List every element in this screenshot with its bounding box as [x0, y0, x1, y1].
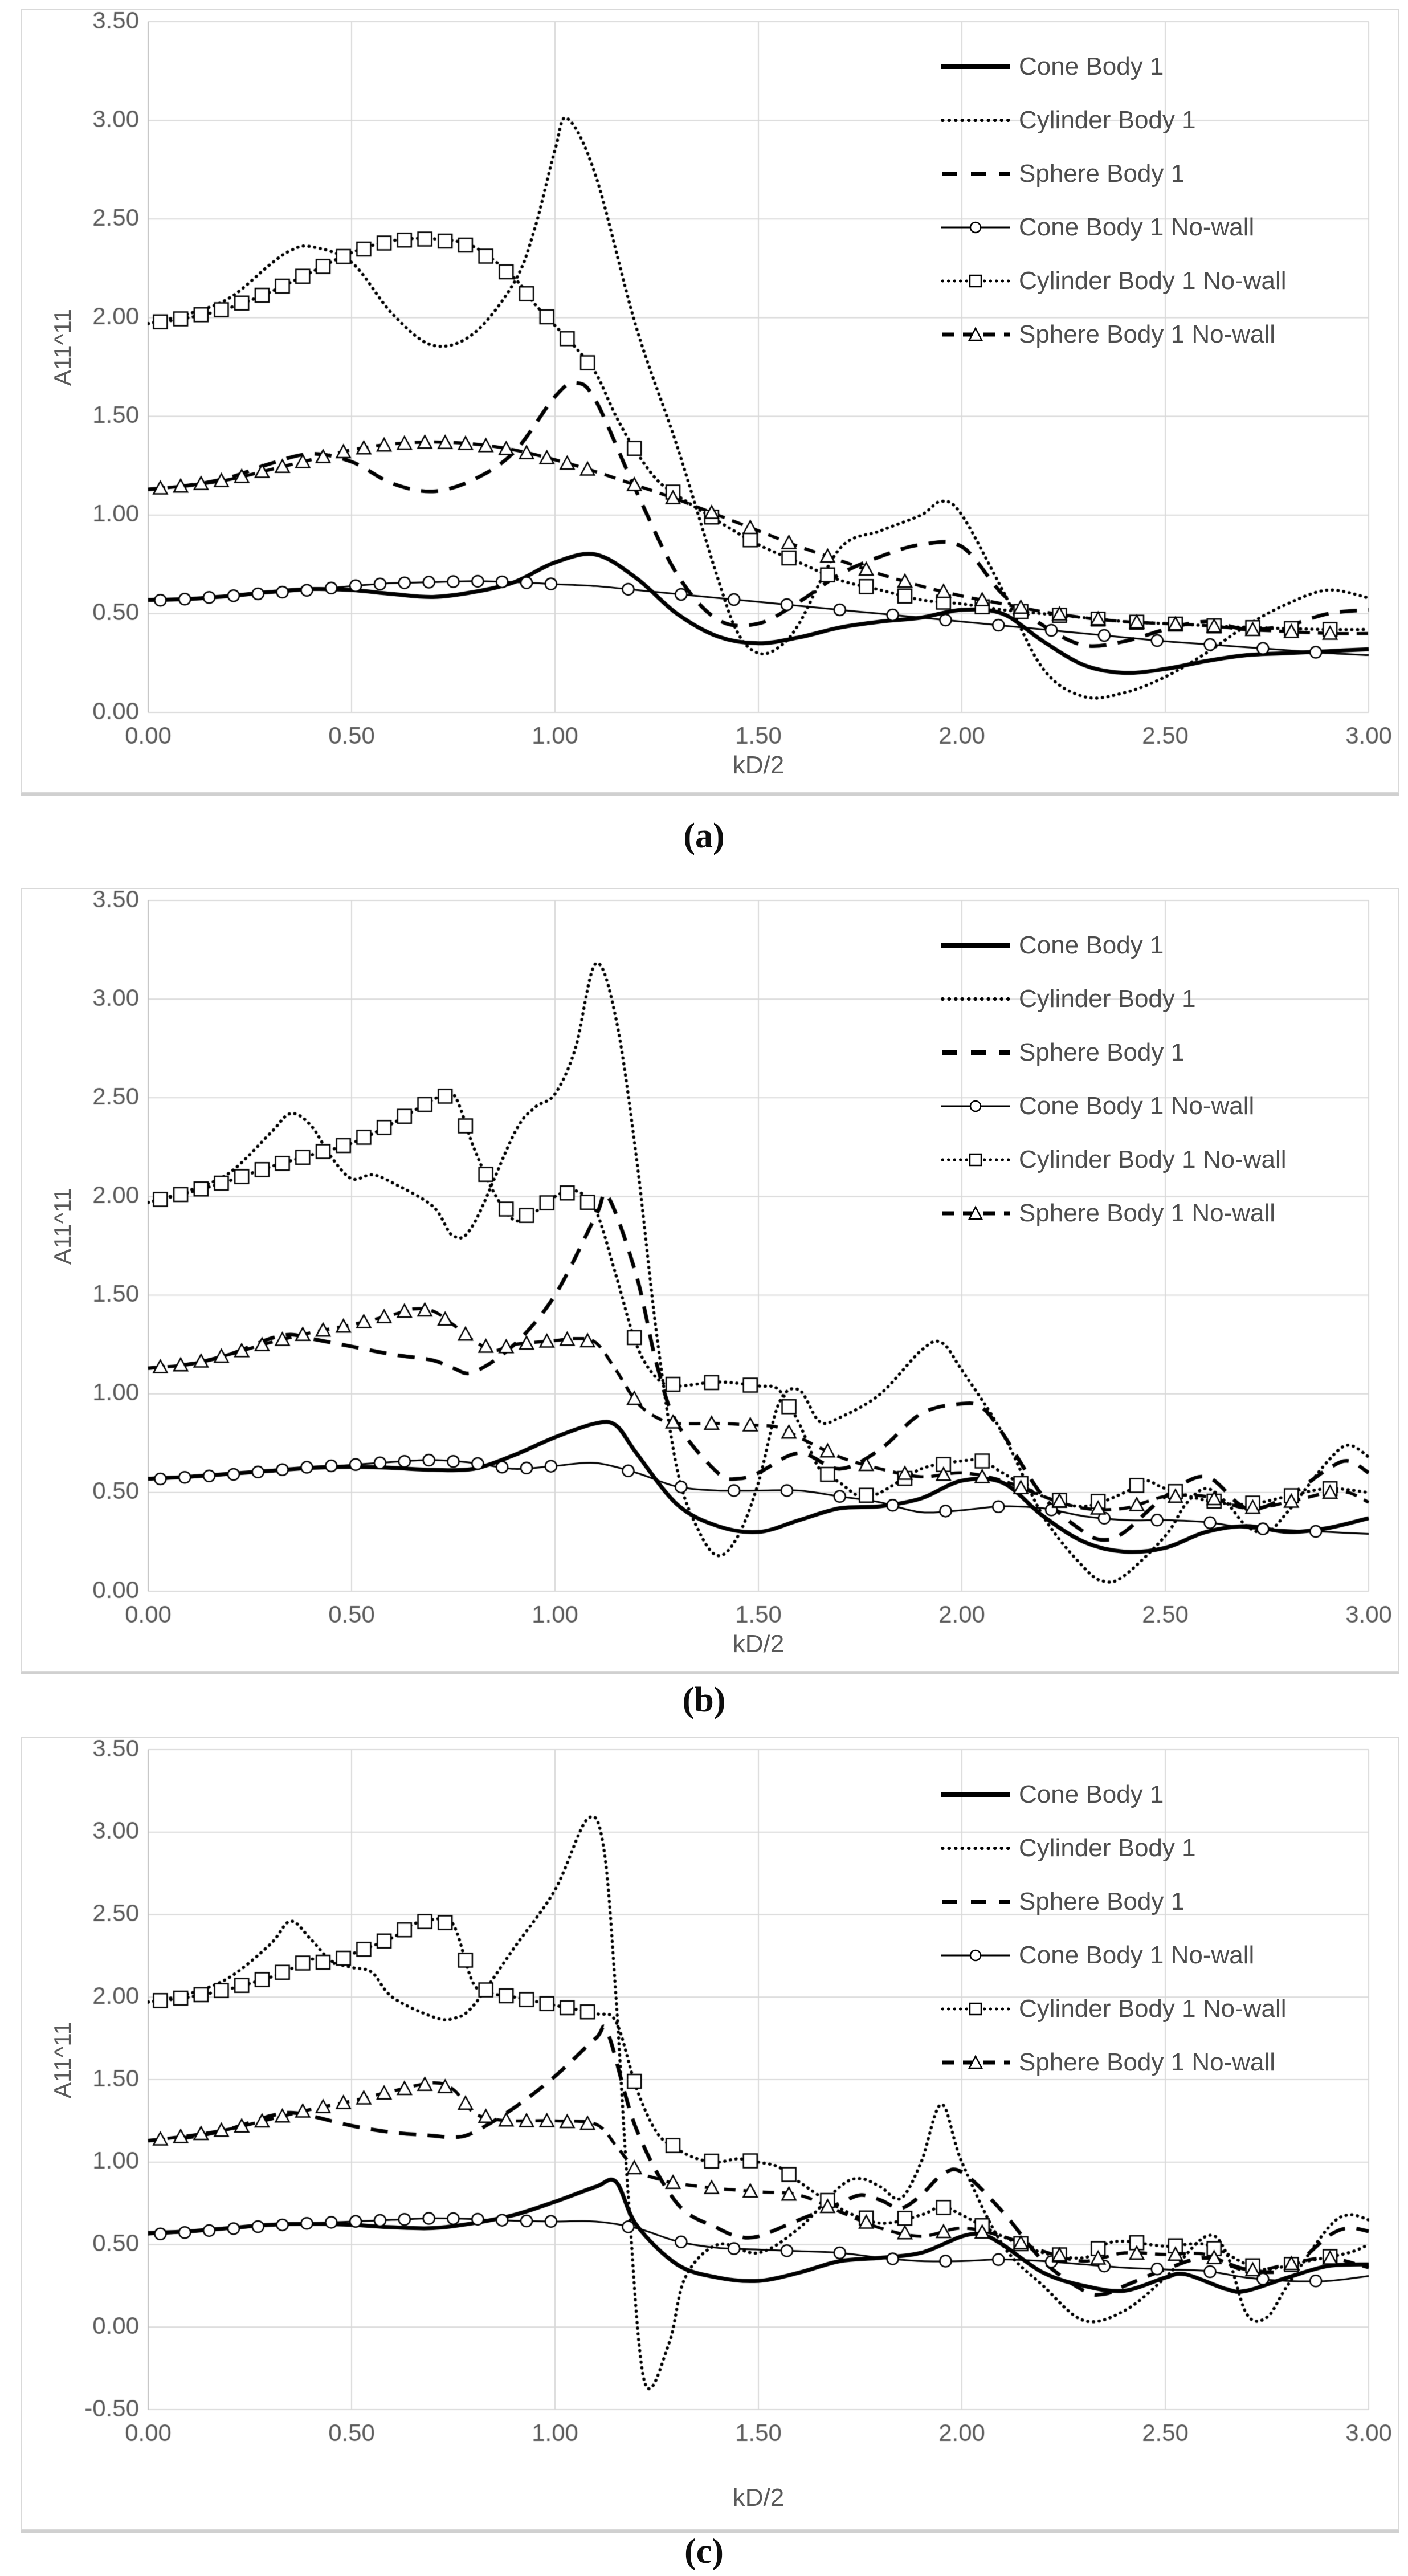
legend-line-dotted-icon: [940, 1840, 1011, 1857]
legend-item: [940, 40, 1287, 93]
legend-line-solid-thick-icon: [940, 937, 1011, 954]
legend-line-dotted-icon: [940, 991, 1011, 1008]
legend-item: [940, 147, 1287, 201]
legend: [940, 919, 1287, 1240]
legend-label: Cylinder Body 1: [1019, 985, 1196, 1013]
legend: [940, 40, 1287, 361]
legend-item: [940, 972, 1287, 1026]
legend-item: [940, 308, 1287, 361]
chart-panel-b: [21, 888, 1399, 1672]
legend-item: [940, 1187, 1287, 1240]
legend-label: Sphere Body 1: [1019, 1888, 1185, 1915]
legend-line-circle-marker-icon: [940, 219, 1011, 236]
legend-item: [940, 254, 1287, 308]
legend-line-triangle-marker-icon: [940, 326, 1011, 343]
legend-line-dashed-icon: [940, 1044, 1011, 1061]
legend-label: Cylinder Body 1 No-wall: [1019, 267, 1287, 295]
x-axis-title: kD/2: [732, 1630, 785, 1658]
legend-line-square-marker-icon: [940, 2000, 1011, 2017]
legend-item: [940, 1875, 1287, 1929]
legend-label: Cone Body 1 No-wall: [1019, 1092, 1255, 1120]
legend-label: Cylinder Body 1: [1019, 106, 1196, 134]
legend-label: Sphere Body 1: [1019, 1038, 1185, 1066]
legend-label: Sphere Body 1 No-wall: [1019, 1199, 1276, 1227]
legend-item: [940, 1982, 1287, 2036]
legend-item: [940, 1929, 1287, 1982]
legend: [940, 1768, 1287, 2089]
legend-item: [940, 1026, 1287, 1079]
y-axis-title: [49, 1230, 76, 1265]
caption-c: (c): [684, 2532, 724, 2571]
legend-line-circle-marker-icon: [940, 1098, 1011, 1115]
legend-line-triangle-marker-icon: [940, 1205, 1011, 1222]
legend-line-dashed-icon: [940, 1893, 1011, 1910]
legend-item: [940, 2036, 1287, 2089]
x-axis-title: kD/2: [732, 751, 785, 779]
legend-label: Cone Body 1: [1019, 931, 1164, 959]
x-axis-title: kD/2: [732, 2484, 785, 2512]
legend-label: Cone Body 1: [1019, 1780, 1164, 1808]
legend-label: Cone Body 1 No-wall: [1019, 1941, 1255, 1969]
caption-b: (b): [682, 1681, 726, 1719]
caption-a: (a): [683, 817, 725, 855]
y-axis-title: [49, 2064, 76, 2098]
legend-item: [940, 1768, 1287, 1821]
legend-item: [940, 93, 1287, 147]
legend-item: [940, 201, 1287, 254]
legend-line-dashed-icon: [940, 165, 1011, 182]
legend-label: Cylinder Body 1 No-wall: [1019, 1995, 1287, 2023]
legend-line-square-marker-icon: [940, 1151, 1011, 1168]
legend-line-solid-thick-icon: [940, 58, 1011, 75]
legend-label: Sphere Body 1 No-wall: [1019, 2048, 1276, 2076]
legend-item: [940, 1821, 1287, 1875]
legend-line-dotted-icon: [940, 112, 1011, 129]
legend-label: Cone Body 1: [1019, 52, 1164, 80]
legend-label: Sphere Body 1: [1019, 160, 1185, 188]
legend-label: Cylinder Body 1 No-wall: [1019, 1146, 1287, 1173]
legend-line-solid-thick-icon: [940, 1786, 1011, 1803]
chart-panel-c: [21, 1737, 1399, 2530]
chart-panel-a: [21, 9, 1399, 793]
legend-item: [940, 1133, 1287, 1187]
legend-label: Cylinder Body 1: [1019, 1834, 1196, 1862]
y-axis-title: [49, 352, 76, 386]
legend-line-triangle-marker-icon: [940, 2054, 1011, 2071]
legend-line-square-marker-icon: [940, 272, 1011, 290]
legend-line-circle-marker-icon: [940, 1947, 1011, 1964]
legend-item: [940, 1079, 1287, 1133]
legend-item: [940, 919, 1287, 972]
legend-label: Sphere Body 1 No-wall: [1019, 320, 1276, 348]
legend-label: Cone Body 1 No-wall: [1019, 213, 1255, 241]
